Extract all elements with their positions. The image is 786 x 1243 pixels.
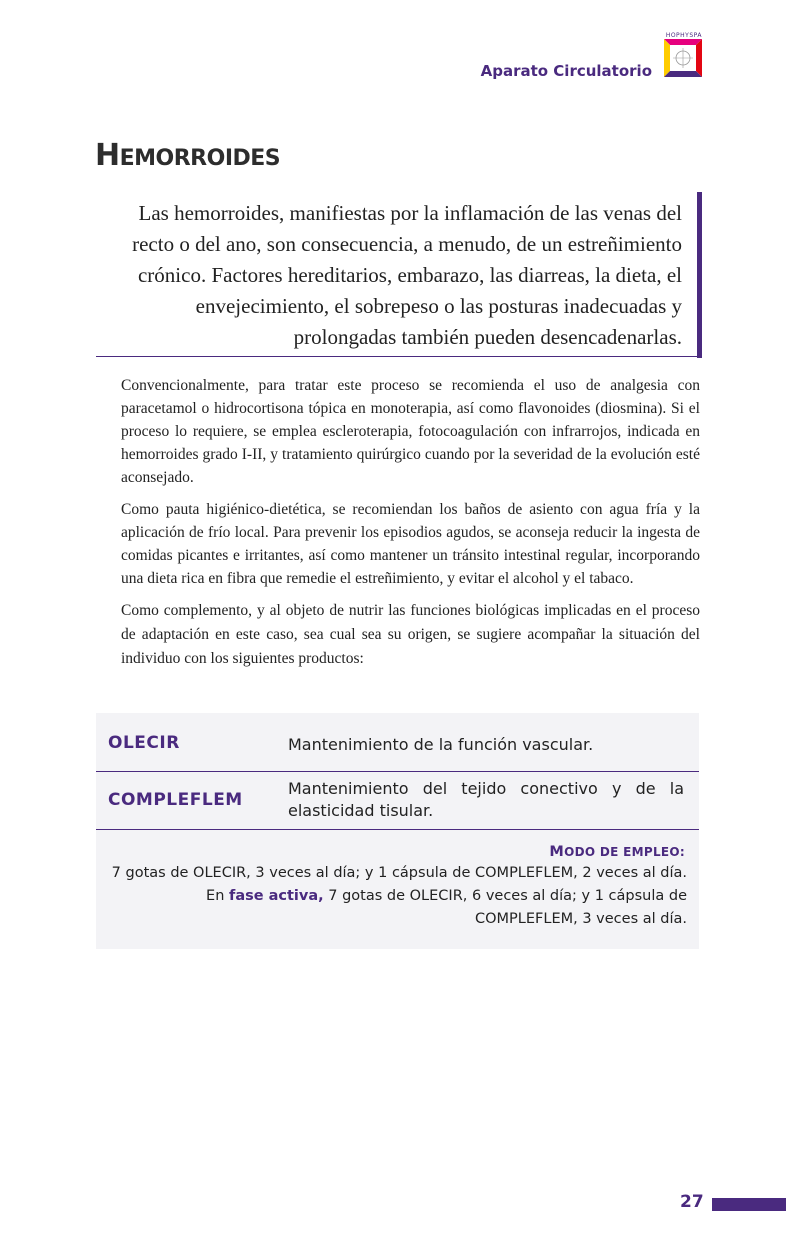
product-description: Mantenimiento de la función vascular. bbox=[288, 735, 594, 754]
page-number: 27 bbox=[680, 1192, 704, 1212]
product-name: OLECIR bbox=[108, 733, 180, 753]
title-initial: H bbox=[95, 138, 120, 173]
usage-title-initial: M bbox=[549, 844, 565, 860]
page-title bbox=[95, 138, 280, 173]
brand-name: HOPHYSPA bbox=[665, 32, 702, 39]
intro-side-bar bbox=[697, 192, 702, 358]
product-name: COMPLEFLEM bbox=[108, 790, 243, 810]
usage-prefix: En bbox=[206, 888, 225, 904]
usage-title bbox=[549, 844, 685, 860]
usage-title-rest: ODO DE EMPLEO: bbox=[564, 845, 685, 859]
usage-text bbox=[110, 862, 687, 931]
paragraph: Como pauta higiénico-dietética, se recomiendan los baños de asiento con agua fría y la aplicación de frío local. Para prevenir los episodios agudos, se aconseja reducir la ingesta de comidas picantes e irritantes, así como mantener un tránsito intestinal regular, incorporando una dieta rica en fibra que remedie el estreñimiento, y evitar el alcohol y el tabaco. bbox=[121, 501, 700, 587]
footer-bar bbox=[712, 1198, 786, 1211]
product-description: Mantenimiento del tejido conectivo y de la elasticidad tisular. bbox=[288, 779, 684, 820]
usage-rest: 7 gotas de OLECIR, 6 veces al día; y 1 cápsula de COMPLEFLEM, 3 veces al día. bbox=[328, 888, 687, 927]
product-divider bbox=[96, 771, 699, 772]
hophyspa-logo-icon bbox=[664, 39, 702, 77]
intro-text: Las hemorroides, manifiestas por la inflamación de las venas del recto o del ano, son consecuencia, a menudo, de un estreñimiento crónico. Factores hereditarios, embarazo, las diarreas, la dieta, el envejecimiento, el sobrepeso o las posturas inadecuadas y prolongadas también pueden desencadenarlas. bbox=[132, 201, 682, 349]
paragraph: Convencionalmente, para tratar este proceso se recomienda el uso de analgesia con paracetamol o hidrocortisona tópica en monoterapia, así como flavonoides (diosmina). Si el proceso lo requiere, se emplea escleroterapia, fotocoagulación con infrarrojos, indicada en hemorroides grado I-II, y tratamiento quirúrgico cuando por la severidad de la evolución esté aconsejado. bbox=[121, 377, 700, 486]
usage-line: 7 gotas de OLECIR, 3 veces al día; y 1 cápsula de COMPLEFLEM, 2 veces al día. bbox=[111, 865, 687, 881]
section-title: Aparato Circulatorio bbox=[480, 62, 652, 80]
product-divider bbox=[96, 829, 699, 830]
usage-highlight: fase activa, bbox=[229, 888, 324, 904]
paragraph: Como complemento, y al objeto de nutrir las funciones biológicas implicadas en el proceso de adaptación en este caso, sea cual sea su origen, se sugiere acompañar la situación del individuo con los siguientes productos: bbox=[121, 602, 700, 667]
usage-line bbox=[110, 885, 687, 931]
intro-divider bbox=[96, 356, 702, 357]
body-text bbox=[121, 374, 700, 680]
title-rest: EMORROIDES bbox=[119, 146, 281, 171]
